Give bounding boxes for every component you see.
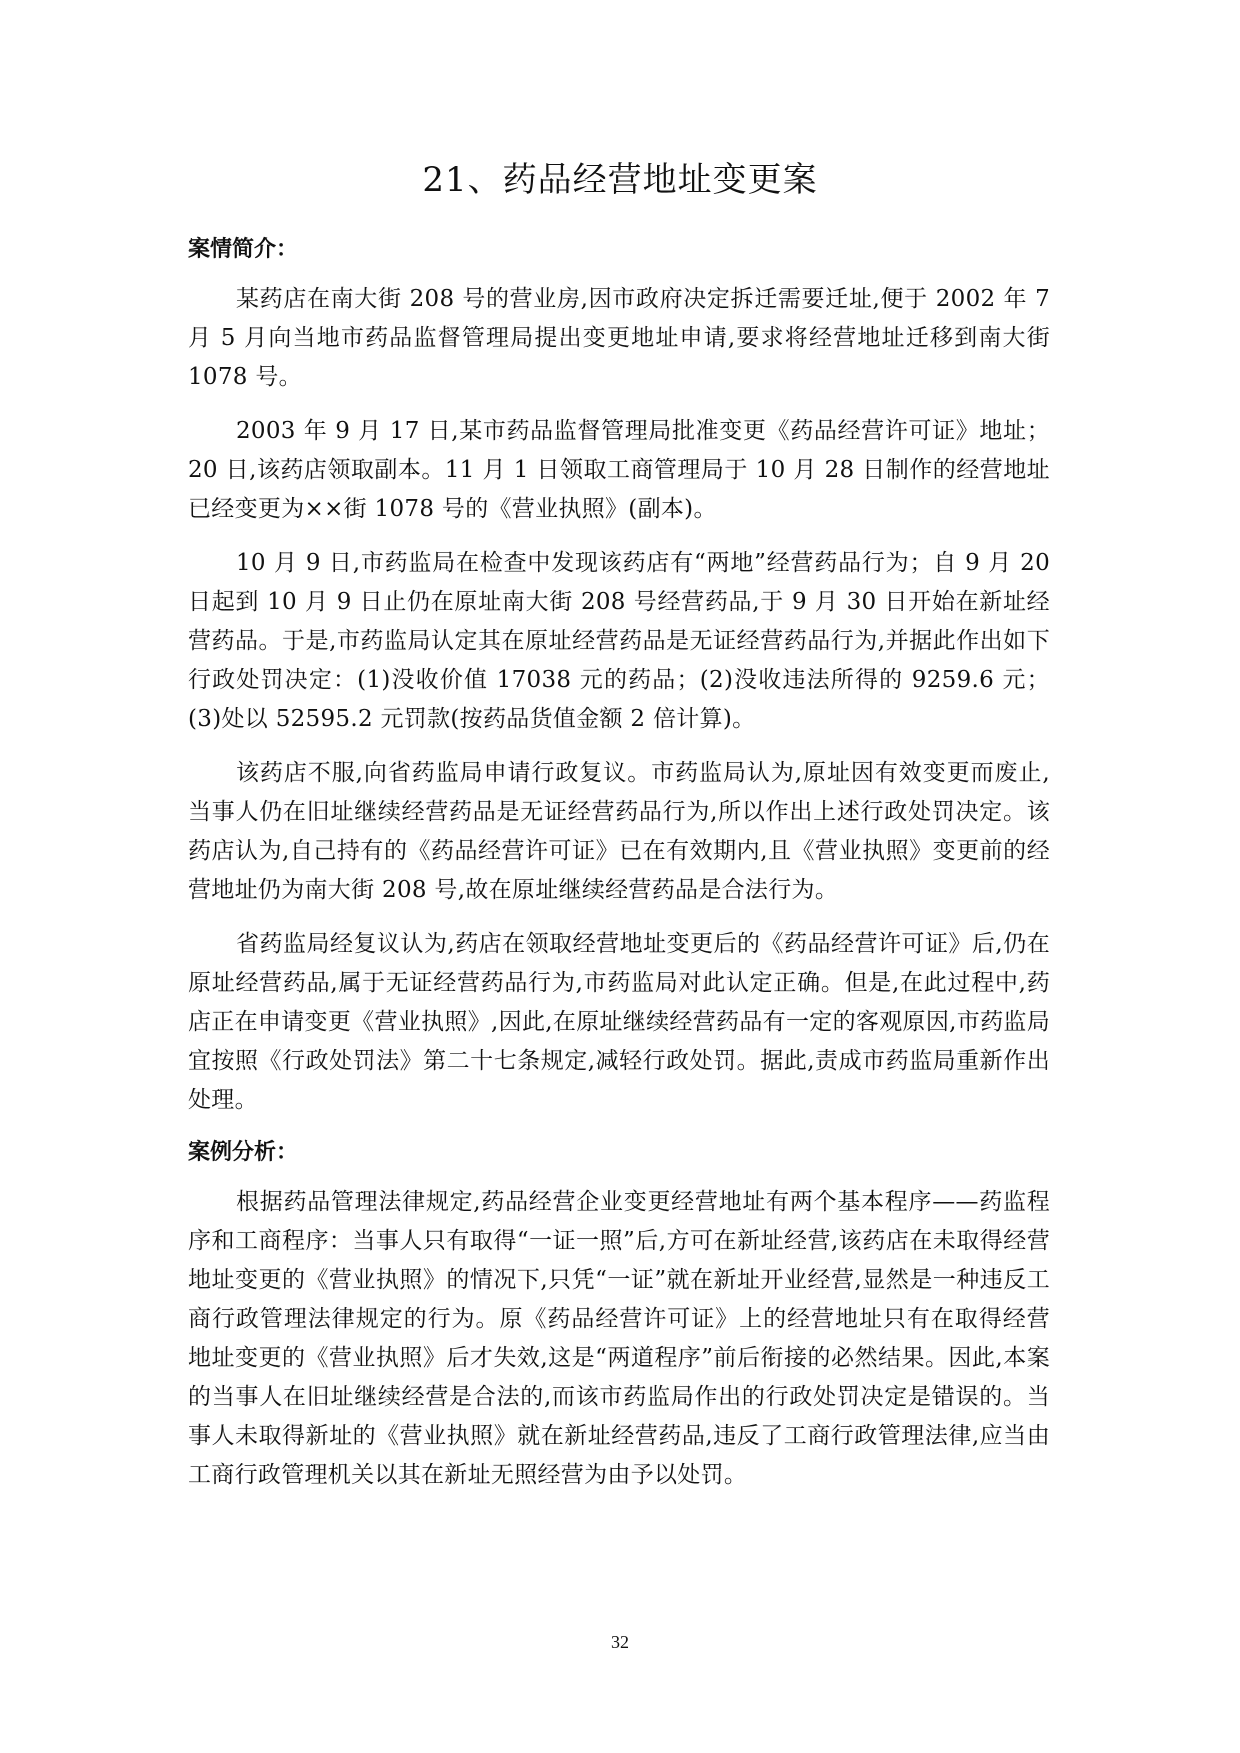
case-analysis-paragraph: 根据药品管理法律规定,药品经营企业变更经营地址有两个基本程序——药监程序和工商程序：当事人只有取得“一证一照”后,方可在新址经营,该药店在未取得经营地址变更的《营业执照》的情况下,只凭“一证”就在新址开业经营,显然是一种违反工商行政管理法律规定的行为。原《药品经营许可证》上的经营地址只有在取得经营地址变更的《营业执照》后才失效,这是“两道程序”前后衔接的必然结果。因此,本案的当事人在旧址继续经营是合法的,而该市药监局作出的行政处罚决定是错误的。当事人未取得新址的《营业执照》就在新址经营药品,违反了工商行政管理法律,应当由工商行政管理机关以其在新址无照经营为由予以处罚。 xyxy=(188,1189,1050,1488)
case-summary-heading: 案情简介： xyxy=(188,237,299,262)
page-title: 21、药品经营地址变更案 xyxy=(422,160,818,200)
document-body xyxy=(188,232,1050,1510)
case-summary-paragraph: 10 月 9 日,市药监局在检查中发现该药店有“两地”经营药品行为；自 9 月 20 日起到 10 月 9 日止仍在原址南大街 208 号经营药品,于 9 月 30 日开始在新址经营药品。于是,市药监局认定其在原址经营药品是无证经营药品行为,并据此作出如下行政处罚决定：(1)没收价值 17038 元的药品；(2)没收违法所得的 9259.6 元；(3)处以 52595.2 元罚款(按药品货值金额 2 倍计算)。 xyxy=(188,550,1050,732)
page-number: 32 xyxy=(611,1632,629,1652)
case-summary-paragraph: 2003 年 9 月 17 日,某市药品监督管理局批准变更《药品经营许可证》地址；20 日,该药店领取副本。11 月 1 日领取工商管理局于 10 月 28 日制作的经营地址已经变更为××街 1078 号的《营业执照》(副本)。 xyxy=(188,418,1050,522)
case-analysis-heading: 案例分析： xyxy=(188,1140,299,1165)
case-summary-paragraph: 某药店在南大街 208 号的营业房,因市政府决定拆迁需要迁址,便于 2002 年 7 月 5 月向当地市药品监督管理局提出变更地址申请,要求将经营地址迁移到南大街 1078 号。 xyxy=(188,286,1050,390)
case-summary-paragraph: 该药店不服,向省药监局申请行政复议。市药监局认为,原址因有效变更而废止,当事人仍在旧址继续经营药品是无证经营药品行为,所以作出上述行政处罚决定。该药店认为,自己持有的《药品经营许可证》已在有效期内,且《营业执照》变更前的经营地址仍为南大街 208 号,故在原址继续经营药品是合法行为。 xyxy=(188,760,1050,903)
case-summary-paragraph: 省药监局经复议认为,药店在领取经营地址变更后的《药品经营许可证》后,仍在原址经营药品,属于无证经营药品行为,市药监局对此认定正确。但是,在此过程中,药店正在申请变更《营业执照》,因此,在原址继续经营药品有一定的客观原因,市药监局宜按照《行政处罚法》第二十七条规定,减轻行政处罚。据此,责成市药监局重新作出处理。 xyxy=(188,931,1050,1113)
